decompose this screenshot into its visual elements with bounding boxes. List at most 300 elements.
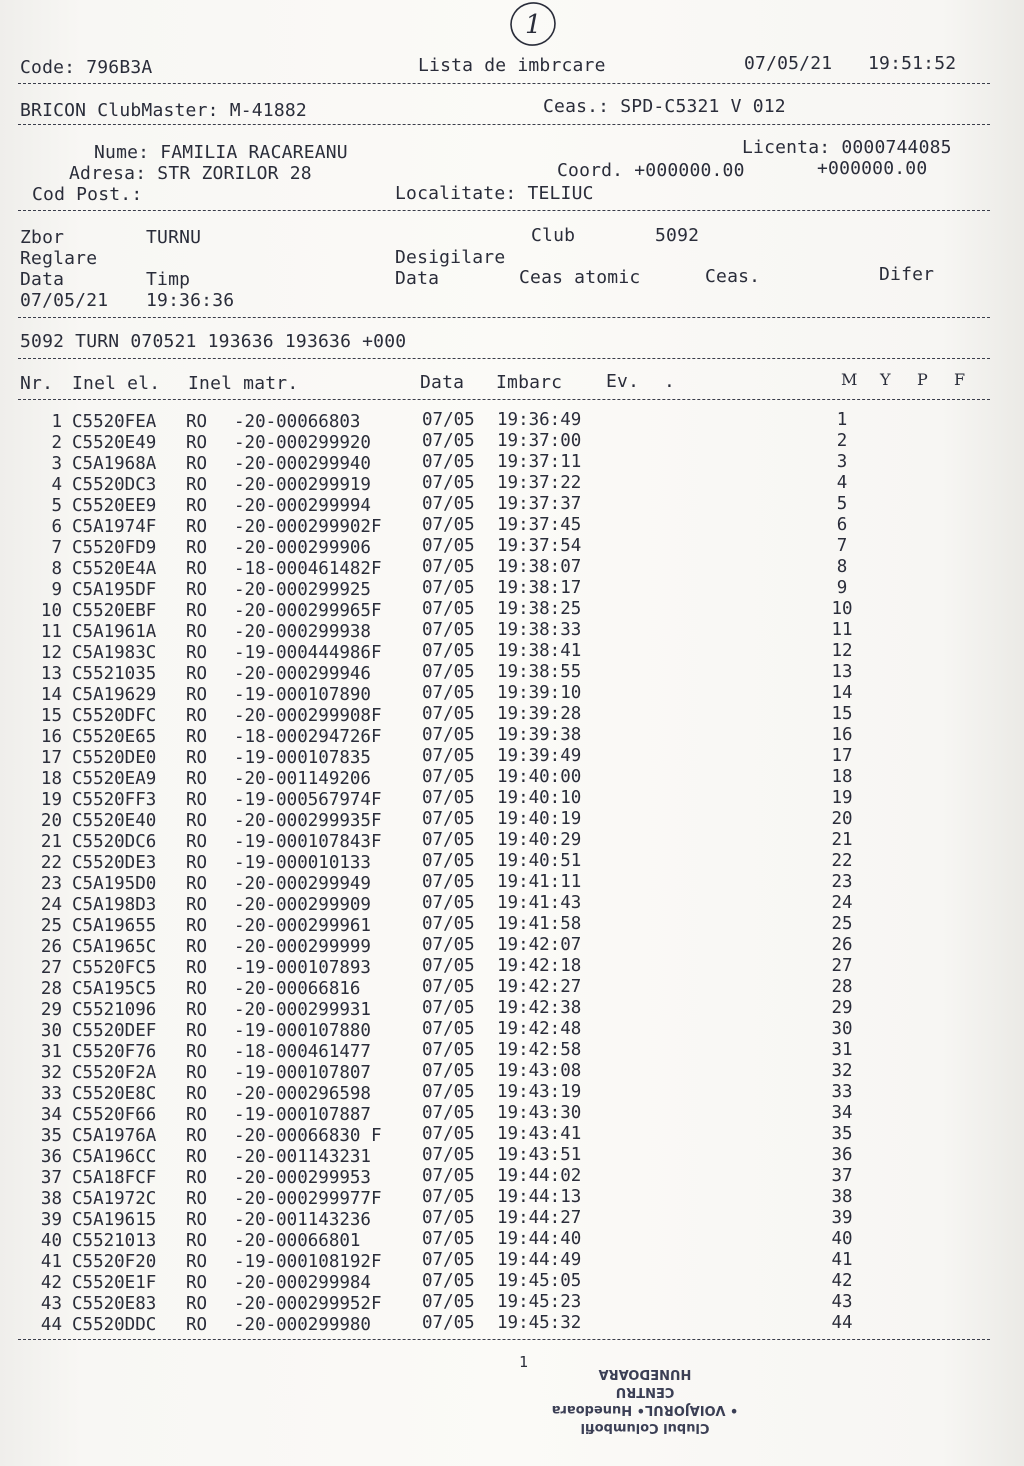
cell-inel-el: C5520FD9 bbox=[72, 538, 157, 558]
cell-place: 44 bbox=[831, 1313, 853, 1333]
cell-inel-el: C5520E40 bbox=[72, 811, 157, 831]
cell-place: 35 bbox=[831, 1124, 853, 1144]
cell-place: 31 bbox=[831, 1040, 853, 1060]
cell-place: 43 bbox=[831, 1292, 853, 1312]
table-row bbox=[0, 748, 1000, 769]
table-row bbox=[0, 832, 1000, 853]
cell-place: 25 bbox=[831, 914, 853, 934]
clock-id: Ceas.: SPD-C5321 V 012 bbox=[543, 96, 786, 117]
summary-line: 5092 TURN 070521 193636 193636 +000 bbox=[20, 331, 407, 352]
divider bbox=[18, 124, 990, 125]
cell-place: 26 bbox=[831, 935, 853, 955]
cell-date: 07/05 bbox=[422, 893, 475, 913]
cell-inel-matr: -20-001143236 bbox=[234, 1210, 371, 1230]
cell-inel-el: C5A1965C bbox=[72, 937, 157, 957]
owner-coord: Coord. +000000.00 bbox=[557, 160, 745, 181]
cell-nr: 11 bbox=[40, 622, 62, 642]
cell-inel-el: C5A1968A bbox=[72, 454, 157, 474]
cell-country: RO bbox=[186, 454, 208, 474]
owner-locality: Localitate: TELIUC bbox=[395, 183, 594, 204]
cell-inel-matr: -20-000299946 bbox=[234, 664, 371, 684]
table-row bbox=[0, 1063, 1000, 1084]
cell-inel-matr: -20-000299965F bbox=[234, 601, 382, 621]
cell-country: RO bbox=[186, 1042, 208, 1062]
cell-nr: 31 bbox=[40, 1042, 62, 1062]
cell-country: RO bbox=[186, 874, 208, 894]
cell-time: 19:43:30 bbox=[497, 1103, 582, 1123]
cell-inel-el: C5A195D0 bbox=[72, 874, 157, 894]
cell-date: 07/05 bbox=[422, 1187, 475, 1207]
cell-time: 19:42:58 bbox=[497, 1040, 582, 1060]
cell-inel-el: C5520DDC bbox=[72, 1315, 157, 1335]
cell-time: 19:43:08 bbox=[497, 1061, 582, 1081]
cell-date: 07/05 bbox=[422, 599, 475, 619]
cell-nr: 43 bbox=[40, 1294, 62, 1314]
cell-country: RO bbox=[186, 601, 208, 621]
cell-time: 19:40:19 bbox=[497, 809, 582, 829]
cell-country: RO bbox=[186, 580, 208, 600]
cell-inel-el: C5A19615 bbox=[72, 1210, 157, 1230]
cell-inel-matr: -20-00066830 F bbox=[234, 1126, 382, 1146]
club-value: 5092 bbox=[655, 225, 700, 246]
cell-time: 19:40:51 bbox=[497, 851, 582, 871]
cell-country: RO bbox=[186, 1294, 208, 1314]
cell-nr: 17 bbox=[40, 748, 62, 768]
owner-address: Adresa: STR ZORILOR 28 bbox=[69, 163, 312, 184]
cell-date: 07/05 bbox=[422, 851, 475, 871]
cell-nr: 10 bbox=[40, 601, 62, 621]
table-row bbox=[0, 706, 1000, 727]
cell-country: RO bbox=[186, 769, 208, 789]
cell-time: 19:38:07 bbox=[497, 557, 582, 577]
cell-country: RO bbox=[186, 811, 208, 831]
cell-country: RO bbox=[186, 1126, 208, 1146]
cell-country: RO bbox=[186, 538, 208, 558]
table-row bbox=[0, 1210, 1000, 1231]
cell-place: 42 bbox=[831, 1271, 853, 1291]
club-label: Club bbox=[531, 225, 576, 246]
cell-time: 19:37:54 bbox=[497, 536, 582, 556]
cell-place: 3 bbox=[836, 452, 848, 472]
table-row bbox=[0, 1189, 1000, 1210]
cell-date: 07/05 bbox=[422, 1082, 475, 1102]
desigilare-label: Desigilare bbox=[395, 247, 506, 268]
cell-time: 19:37:22 bbox=[497, 473, 582, 493]
cell-place: 15 bbox=[831, 704, 853, 724]
cell-inel-el: C5520F2A bbox=[72, 1063, 157, 1083]
cell-inel-el: C5A18FCF bbox=[72, 1168, 157, 1188]
cell-date: 07/05 bbox=[422, 578, 475, 598]
cell-date: 07/05 bbox=[422, 935, 475, 955]
cell-place: 37 bbox=[831, 1166, 853, 1186]
stamp-line-1: Clubul Columbofil bbox=[580, 1420, 710, 1435]
cell-country: RO bbox=[186, 916, 208, 936]
table-row bbox=[0, 958, 1000, 979]
cell-date: 07/05 bbox=[422, 1250, 475, 1270]
cell-date: 07/05 bbox=[422, 1061, 475, 1081]
cell-time: 19:39:38 bbox=[497, 725, 582, 745]
cell-inel-el: C5A1976A bbox=[72, 1126, 157, 1146]
cell-time: 19:44:40 bbox=[497, 1229, 582, 1249]
cell-country: RO bbox=[186, 790, 208, 810]
cell-nr: 32 bbox=[40, 1063, 62, 1083]
cell-nr: 42 bbox=[40, 1273, 62, 1293]
cell-inel-matr: -19-000108192F bbox=[234, 1252, 382, 1272]
cell-country: RO bbox=[186, 559, 208, 579]
cell-inel-matr: -19-000010133 bbox=[234, 853, 371, 873]
cell-inel-matr: -20-000299925 bbox=[234, 580, 371, 600]
cell-time: 19:42:27 bbox=[497, 977, 582, 997]
cell-inel-el: C5520DE0 bbox=[72, 748, 157, 768]
owner-postcode: Cod Post.: bbox=[32, 184, 143, 205]
circled-number-mark bbox=[505, 0, 561, 52]
table-row bbox=[0, 433, 1000, 454]
cell-date: 07/05 bbox=[422, 914, 475, 934]
cell-inel-el: C5520EA9 bbox=[72, 769, 157, 789]
col-header-m: M bbox=[841, 370, 858, 389]
cell-inel-matr: -19-000107807 bbox=[234, 1063, 371, 1083]
cell-inel-el: C5A1983C bbox=[72, 643, 157, 663]
cell-country: RO bbox=[186, 517, 208, 537]
cell-date: 07/05 bbox=[422, 704, 475, 724]
col-header-imbarc: Imbarc bbox=[496, 372, 563, 393]
cell-place: 22 bbox=[831, 851, 853, 871]
table-row bbox=[0, 664, 1000, 685]
cell-country: RO bbox=[186, 1252, 208, 1272]
table-row bbox=[0, 1315, 1000, 1336]
doc-time: 19:51:52 bbox=[868, 53, 957, 74]
cell-nr: 2 bbox=[51, 433, 62, 453]
table-row bbox=[0, 1126, 1000, 1147]
cell-country: RO bbox=[186, 685, 208, 705]
cell-time: 19:39:49 bbox=[497, 746, 582, 766]
owner-license: Licenta: 0000744085 bbox=[742, 137, 952, 158]
cell-country: RO bbox=[186, 895, 208, 915]
cell-country: RO bbox=[186, 475, 208, 495]
cell-time: 19:40:10 bbox=[497, 788, 582, 808]
cell-time: 19:43:51 bbox=[497, 1145, 582, 1165]
cell-time: 19:39:28 bbox=[497, 704, 582, 724]
cell-place: 12 bbox=[831, 641, 853, 661]
club-master: BRICON ClubMaster: M-41882 bbox=[20, 100, 307, 121]
cell-time: 19:43:41 bbox=[497, 1124, 582, 1144]
table-row bbox=[0, 454, 1000, 475]
divider bbox=[18, 358, 990, 359]
cell-date: 07/05 bbox=[422, 452, 475, 472]
col-header-dot: . bbox=[664, 371, 676, 392]
cell-country: RO bbox=[186, 1273, 208, 1293]
cell-nr: 15 bbox=[40, 706, 62, 726]
cell-time: 19:42:07 bbox=[497, 935, 582, 955]
club-stamp bbox=[525, 1352, 765, 1436]
table-row bbox=[0, 1000, 1000, 1021]
cell-inel-matr: -20-000299961 bbox=[234, 916, 371, 936]
cell-inel-matr: -19-000107893 bbox=[234, 958, 371, 978]
divider bbox=[18, 210, 990, 211]
cell-country: RO bbox=[186, 706, 208, 726]
divider bbox=[18, 83, 990, 84]
cell-inel-el: C5520FEA bbox=[72, 412, 157, 432]
cell-place: 1 bbox=[836, 410, 848, 430]
cell-date: 07/05 bbox=[422, 662, 475, 682]
cell-date: 07/05 bbox=[422, 1145, 475, 1165]
cell-nr: 9 bbox=[51, 580, 62, 600]
cell-nr: 3 bbox=[51, 454, 62, 474]
cell-place: 20 bbox=[831, 809, 853, 829]
cell-time: 19:42:18 bbox=[497, 956, 582, 976]
page-number: 1 bbox=[519, 1353, 529, 1371]
cell-inel-el: C5A1961A bbox=[72, 622, 157, 642]
cell-inel-el: C5520E4A bbox=[72, 559, 157, 579]
cell-time: 19:38:25 bbox=[497, 599, 582, 619]
cell-country: RO bbox=[186, 1000, 208, 1020]
cell-inel-matr: -20-000299994 bbox=[234, 496, 371, 516]
cell-date: 07/05 bbox=[422, 1271, 475, 1291]
cell-place: 30 bbox=[831, 1019, 853, 1039]
cell-nr: 38 bbox=[40, 1189, 62, 1209]
cell-inel-el: C5A1974F bbox=[72, 517, 157, 537]
cell-time: 19:38:55 bbox=[497, 662, 582, 682]
cell-nr: 41 bbox=[40, 1252, 62, 1272]
cell-inel-matr: -18-000461482F bbox=[234, 559, 382, 579]
cell-date: 07/05 bbox=[422, 1313, 475, 1333]
cell-date: 07/05 bbox=[422, 998, 475, 1018]
cell-date: 07/05 bbox=[422, 1040, 475, 1060]
cell-country: RO bbox=[186, 1084, 208, 1104]
cell-place: 19 bbox=[831, 788, 853, 808]
cell-place: 41 bbox=[831, 1250, 853, 1270]
cell-time: 19:45:32 bbox=[497, 1313, 582, 1333]
cell-inel-el: C5A195C5 bbox=[72, 979, 157, 999]
cell-date: 07/05 bbox=[422, 956, 475, 976]
stamp-line-4: HUNEDOARA bbox=[598, 1366, 692, 1381]
table-row bbox=[0, 790, 1000, 811]
cell-place: 4 bbox=[836, 473, 848, 493]
cell-country: RO bbox=[186, 1147, 208, 1167]
cell-time: 19:39:10 bbox=[497, 683, 582, 703]
cell-place: 33 bbox=[831, 1082, 853, 1102]
cell-inel-el: C5A1972C bbox=[72, 1189, 157, 1209]
table-row bbox=[0, 1294, 1000, 1315]
cell-inel-el: C5A19629 bbox=[72, 685, 157, 705]
cell-date: 07/05 bbox=[422, 536, 475, 556]
table-row bbox=[0, 1084, 1000, 1105]
cell-inel-el: C5521096 bbox=[72, 1000, 157, 1020]
cell-inel-matr: -19-000107887 bbox=[234, 1105, 371, 1125]
cell-place: 13 bbox=[831, 662, 853, 682]
cell-country: RO bbox=[186, 412, 208, 432]
doc-code: Code: 796B3A bbox=[20, 57, 153, 78]
cell-date: 07/05 bbox=[422, 1124, 475, 1144]
cell-date: 07/05 bbox=[422, 788, 475, 808]
cell-nr: 35 bbox=[40, 1126, 62, 1146]
cell-place: 23 bbox=[831, 872, 853, 892]
cell-date: 07/05 bbox=[422, 1019, 475, 1039]
cell-nr: 28 bbox=[40, 979, 62, 999]
cell-inel-matr: -20-000296598 bbox=[234, 1084, 371, 1104]
cell-time: 19:44:13 bbox=[497, 1187, 582, 1207]
cell-nr: 25 bbox=[40, 916, 62, 936]
zbor-label: Zbor bbox=[20, 227, 65, 248]
cell-inel-el: C5520E8C bbox=[72, 1084, 157, 1104]
table-row bbox=[0, 538, 1000, 559]
cell-date: 07/05 bbox=[422, 872, 475, 892]
table-row bbox=[0, 1147, 1000, 1168]
cell-place: 28 bbox=[831, 977, 853, 997]
cell-inel-el: C5520DEF bbox=[72, 1021, 157, 1041]
divider bbox=[18, 1339, 990, 1340]
cell-nr: 22 bbox=[40, 853, 62, 873]
cell-place: 39 bbox=[831, 1208, 853, 1228]
cell-inel-matr: -20-000299908F bbox=[234, 706, 382, 726]
table-row bbox=[0, 979, 1000, 1000]
cell-time: 19:38:33 bbox=[497, 620, 582, 640]
cell-inel-matr: -20-00066801 bbox=[234, 1231, 361, 1251]
table-row bbox=[0, 853, 1000, 874]
cell-time: 19:44:02 bbox=[497, 1166, 582, 1186]
owner-coord-2: +000000.00 bbox=[817, 158, 928, 179]
cell-inel-matr: -20-000299938 bbox=[234, 622, 371, 642]
stamp-line-2: • VOIAJORUL• Hunedoara bbox=[551, 1402, 739, 1417]
cell-inel-matr: -20-000299984 bbox=[234, 1273, 371, 1293]
stamp-line-3: CENTRU bbox=[615, 1384, 675, 1399]
cell-nr: 14 bbox=[40, 685, 62, 705]
cell-time: 19:38:17 bbox=[497, 578, 582, 598]
cell-inel-matr: -20-000299949 bbox=[234, 874, 371, 894]
cell-date: 07/05 bbox=[422, 431, 475, 451]
cell-inel-el: C5A196CC bbox=[72, 1147, 157, 1167]
cell-place: 21 bbox=[831, 830, 853, 850]
data-label-2: Data bbox=[395, 268, 440, 289]
cell-date: 07/05 bbox=[422, 1208, 475, 1228]
cell-inel-matr: -18-000461477 bbox=[234, 1042, 371, 1062]
cell-inel-el: C5520F76 bbox=[72, 1042, 157, 1062]
cell-inel-el: C5A198D3 bbox=[72, 895, 157, 915]
cell-nr: 30 bbox=[40, 1021, 62, 1041]
cell-date: 07/05 bbox=[422, 620, 475, 640]
cell-nr: 40 bbox=[40, 1231, 62, 1251]
table-row bbox=[0, 769, 1000, 790]
cell-place: 40 bbox=[831, 1229, 853, 1249]
cell-place: 17 bbox=[831, 746, 853, 766]
cell-inel-matr: -20-00066803 bbox=[234, 412, 361, 432]
cell-nr: 33 bbox=[40, 1084, 62, 1104]
cell-place: 29 bbox=[831, 998, 853, 1018]
cell-place: 5 bbox=[836, 494, 848, 514]
cell-nr: 5 bbox=[51, 496, 62, 516]
cell-date: 07/05 bbox=[422, 809, 475, 829]
table-row bbox=[0, 1168, 1000, 1189]
cell-inel-el: C5520DC3 bbox=[72, 475, 157, 495]
cell-inel-el: C5520EE9 bbox=[72, 496, 157, 516]
col-header-inel-el: Inel el. bbox=[72, 373, 161, 394]
cell-inel-el: C5520E49 bbox=[72, 433, 157, 453]
cell-nr: 44 bbox=[40, 1315, 62, 1335]
divider bbox=[18, 399, 990, 400]
cell-country: RO bbox=[186, 1189, 208, 1209]
cell-date: 07/05 bbox=[422, 1292, 475, 1312]
cell-date: 07/05 bbox=[422, 641, 475, 661]
table-row bbox=[0, 1042, 1000, 1063]
table-row bbox=[0, 580, 1000, 601]
cell-nr: 24 bbox=[40, 895, 62, 915]
col-header-nr: Nr. bbox=[20, 373, 54, 394]
cell-inel-el: C5520E65 bbox=[72, 727, 157, 747]
cell-inel-matr: -19-000107880 bbox=[234, 1021, 371, 1041]
cell-place: 18 bbox=[831, 767, 853, 787]
cell-nr: 1 bbox=[51, 412, 62, 432]
cell-time: 19:41:58 bbox=[497, 914, 582, 934]
cell-inel-matr: -20-000299931 bbox=[234, 1000, 371, 1020]
cell-country: RO bbox=[186, 496, 208, 516]
col-header-ev: Ev. bbox=[606, 371, 640, 392]
cell-time: 19:45:23 bbox=[497, 1292, 582, 1312]
cell-inel-el: C5520EBF bbox=[72, 601, 157, 621]
reglare-time: 19:36:36 bbox=[146, 290, 235, 311]
cell-inel-matr: -20-000299952F bbox=[234, 1294, 382, 1314]
cell-inel-el: C5520DC6 bbox=[72, 832, 157, 852]
col-header-f: F bbox=[954, 370, 966, 389]
cell-inel-el: C5520DFC bbox=[72, 706, 157, 726]
cell-place: 16 bbox=[831, 725, 853, 745]
cell-inel-el: C5520DE3 bbox=[72, 853, 157, 873]
cell-country: RO bbox=[186, 853, 208, 873]
table-row bbox=[0, 1105, 1000, 1126]
cell-inel-el: C5520F20 bbox=[72, 1252, 157, 1272]
cell-date: 07/05 bbox=[422, 725, 475, 745]
cell-nr: 23 bbox=[40, 874, 62, 894]
cell-inel-matr: -19-000444986F bbox=[234, 643, 382, 663]
cell-inel-matr: -19-000107835 bbox=[234, 748, 371, 768]
cell-date: 07/05 bbox=[422, 557, 475, 577]
cell-time: 19:43:19 bbox=[497, 1082, 582, 1102]
table-row bbox=[0, 685, 1000, 706]
cell-inel-el: C5520FC5 bbox=[72, 958, 157, 978]
cell-country: RO bbox=[186, 937, 208, 957]
table-row bbox=[0, 412, 1000, 433]
col-header-p: P bbox=[917, 370, 928, 389]
cell-date: 07/05 bbox=[422, 683, 475, 703]
timp-label: Timp bbox=[146, 269, 191, 290]
table-row bbox=[0, 601, 1000, 622]
table-row bbox=[0, 559, 1000, 580]
owner-name: Nume: FAMILIA RACAREANU bbox=[94, 142, 348, 163]
cell-date: 07/05 bbox=[422, 977, 475, 997]
table-row bbox=[0, 916, 1000, 937]
table-row bbox=[0, 496, 1000, 517]
cell-nr: 16 bbox=[40, 727, 62, 747]
cell-inel-el: C5520FF3 bbox=[72, 790, 157, 810]
cell-country: RO bbox=[186, 622, 208, 642]
cell-inel-el: C5521013 bbox=[72, 1231, 157, 1251]
cell-inel-el: C5520E83 bbox=[72, 1294, 157, 1314]
doc-title: Lista de imbrcare bbox=[418, 55, 606, 76]
cell-inel-matr: -19-000567974F bbox=[234, 790, 382, 810]
cell-nr: 19 bbox=[40, 790, 62, 810]
cell-inel-el: C5521035 bbox=[72, 664, 157, 684]
cell-inel-matr: -20-000299980 bbox=[234, 1315, 371, 1335]
cell-country: RO bbox=[186, 1105, 208, 1125]
difer-label: Difer bbox=[879, 264, 935, 285]
cell-inel-matr: -20-00066816 bbox=[234, 979, 361, 999]
cell-inel-matr: -18-000294726F bbox=[234, 727, 382, 747]
cell-time: 19:44:27 bbox=[497, 1208, 582, 1228]
cell-nr: 13 bbox=[40, 664, 62, 684]
table-row bbox=[0, 1273, 1000, 1294]
cell-inel-matr: -20-001149206 bbox=[234, 769, 371, 789]
doc-date: 07/05/21 bbox=[744, 53, 833, 74]
cell-country: RO bbox=[186, 1063, 208, 1083]
